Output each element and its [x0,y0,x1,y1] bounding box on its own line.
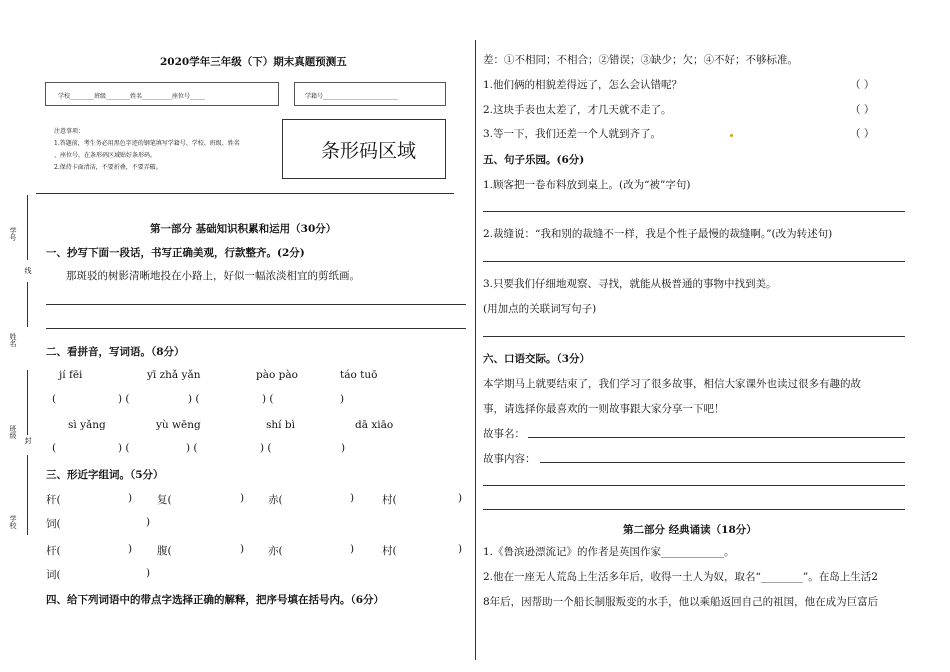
pinyin: táo tuō [340,369,378,381]
q2-title: 二、看拼音，写词语。（8分） [46,346,185,358]
answer-paren[interactable]: ) ( [118,393,130,405]
answer-paren[interactable]: ) ( [260,442,272,454]
word-item[interactable]: ) [146,567,151,579]
pinyin: sì yǎng [68,419,106,431]
q5-item-2: 2.裁缝说：“我和别的裁缝不一样，我是个性子最慢的裁缝啊。”(改为转述句) [483,228,833,240]
mark-dot [730,134,733,137]
word-item[interactable]: ) [240,492,245,504]
word-item[interactable]: 亦( [268,545,283,557]
answer-line[interactable] [483,509,905,510]
answer-paren[interactable]: （ ） [850,79,875,91]
answer-paren[interactable]: ( [52,442,57,454]
page-title: 2020学年三年级（下）期末真题预测五 [160,56,347,68]
word-item[interactable]: ) [458,543,463,555]
word-item[interactable]: 词( [46,569,61,581]
q4-title: 四、给下列词语中的带点字选择正确的解释，把序号填在括号内。（6分） [46,594,385,606]
pinyin: dā xiāo [355,419,394,431]
answer-paren[interactable]: ) ( [186,442,198,454]
column-divider [475,40,476,660]
story-name-input[interactable] [528,437,905,438]
student-id-box [294,82,446,106]
word-item[interactable]: ) [350,492,355,504]
story-content-label: 故事内容： [483,453,536,465]
word-item[interactable]: 饲( [46,518,61,530]
answer-line[interactable] [46,328,466,329]
answer-line[interactable] [483,485,905,486]
pinyin: yī zhǎ yǎn [147,369,201,381]
word-item[interactable]: 杆( [46,545,61,557]
pinyin: yù wēng [156,419,201,431]
word-item[interactable]: ) [350,543,355,555]
q6-prompt-1: 本学期马上就要结束了，我们学习了很多故事，相信大家课外也读过很多有趣的故 [483,378,861,390]
part2-title: 第二部分 经典诵读（18分） [623,524,757,536]
binding-xuexiao: 学校 [9,515,17,529]
binding-seal-line: 线 [24,267,32,274]
answer-line[interactable] [483,261,905,262]
notice-line-1: 1.答题前，考生务必用黑色字迹的钢笔填写学籍号、学校、班级、姓名 [54,140,240,147]
barcode-area [282,119,446,179]
student-info-box [45,82,279,106]
word-item[interactable]: 秆( [46,494,61,506]
part2-item-2a: 2.他在一座无人荒岛上生活多年后，收得一土人为奴，取名“________”。在岛上生活2 [483,571,878,583]
word-item[interactable]: ) [128,543,133,555]
story-name-label: 故事名： [483,428,525,440]
pinyin: pào pào [256,369,298,381]
notice-title: 注意事项： [54,128,85,135]
header-divider [36,193,454,194]
answer-paren[interactable]: ) ( [262,393,274,405]
answer-paren[interactable]: ) [340,393,345,405]
answer-paren[interactable]: （ ） [850,128,875,140]
binding-seal-feng: 封 [24,437,32,444]
q5-title: 五、句子乐园。(6分) [483,154,585,166]
q6-prompt-2: 事，请选择你最喜欢的一则故事跟大家分享一下吧！ [483,403,725,415]
part2-item-1: 1.《鲁滨逊漂流记》的作者是英国作家____________。 [483,546,735,558]
q5-item-3: 3.只要我们仔细地观察、寻找，就能从极普通的事物中找到美。 [483,278,777,290]
answer-line[interactable] [483,336,905,337]
pinyin: shí bì [266,419,295,431]
word-item[interactable]: 村( [382,494,397,506]
answer-paren[interactable]: ( [52,393,57,405]
answer-line[interactable] [46,304,466,305]
binding-xingming: 姓名 [9,333,17,347]
word-item[interactable]: ) [128,492,133,504]
q3-title: 三、形近字组词。（5分） [46,469,164,481]
answer-line[interactable] [483,211,905,212]
part2-item-2b: 8年后，因帮助一个船长制服叛变的水手，他以乘船返回自己的祖国，他在成为巨富后 [483,596,879,608]
answer-paren[interactable]: ) [341,442,346,454]
binding-line [27,195,28,260]
student-id-field: 学籍号_________________________ [305,93,399,100]
story-content-input[interactable] [540,462,905,463]
word-item[interactable]: 复( [157,494,172,506]
student-info-fields: 学校________班级________姓名__________座位号_____ [58,93,206,100]
q4-item-2: 2.这块手表也太差了，才几天就不走了。 [483,104,672,116]
binding-line [27,455,28,535]
binding-xuehao: 学号 [9,227,17,241]
q1-text: 那斑驳的树影清晰地投在小路上，好似一幅浓淡相宜的剪纸画。 [66,270,360,282]
word-item[interactable]: 村( [382,545,397,557]
answer-paren[interactable]: ) ( [188,393,200,405]
q4-options: 差：①不相同；不相合；②错误；③缺少；欠；④不好；不够标准。 [483,54,798,66]
word-item[interactable]: ) [240,543,245,555]
notice-line-1b: 、座位号，在条形码区域贴好条形码。 [54,152,157,159]
part1-title: 第一部分 基础知识积累和运用（30分） [150,223,337,235]
q5-item-3-hint: (用加点的关联词写句子) [483,303,597,315]
barcode-label: 条形码区域 [321,140,417,162]
binding-banji: 班级 [9,425,17,439]
binding-line [27,282,28,327]
word-item[interactable]: 赤( [268,494,283,506]
answer-paren[interactable]: （ ） [850,104,875,116]
binding-line [27,370,28,435]
q4-item-1: 1.他们俩的相貌差得远了，怎么会认错呢？ [483,79,683,91]
q1-title: 一、抄写下面一段话，书写正确美观，行款整齐。(2分) [46,247,305,259]
q5-item-1: 1.顾客把一卷布料放到桌上。(改为“被”字句) [483,179,691,191]
pinyin: jí fēi [59,369,83,381]
word-item[interactable]: ) [146,516,151,528]
answer-paren[interactable]: ) ( [118,442,130,454]
word-item[interactable]: 腹( [157,545,172,557]
word-item[interactable]: ) [458,492,463,504]
q4-item-3: 3.等一下，我们还差一个人就到齐了。 [483,128,662,140]
notice-line-2: 2.保持卡面清洁，不要折叠，不要弄破。 [54,164,162,171]
q6-title: 六、口语交际。（3分） [483,353,591,365]
